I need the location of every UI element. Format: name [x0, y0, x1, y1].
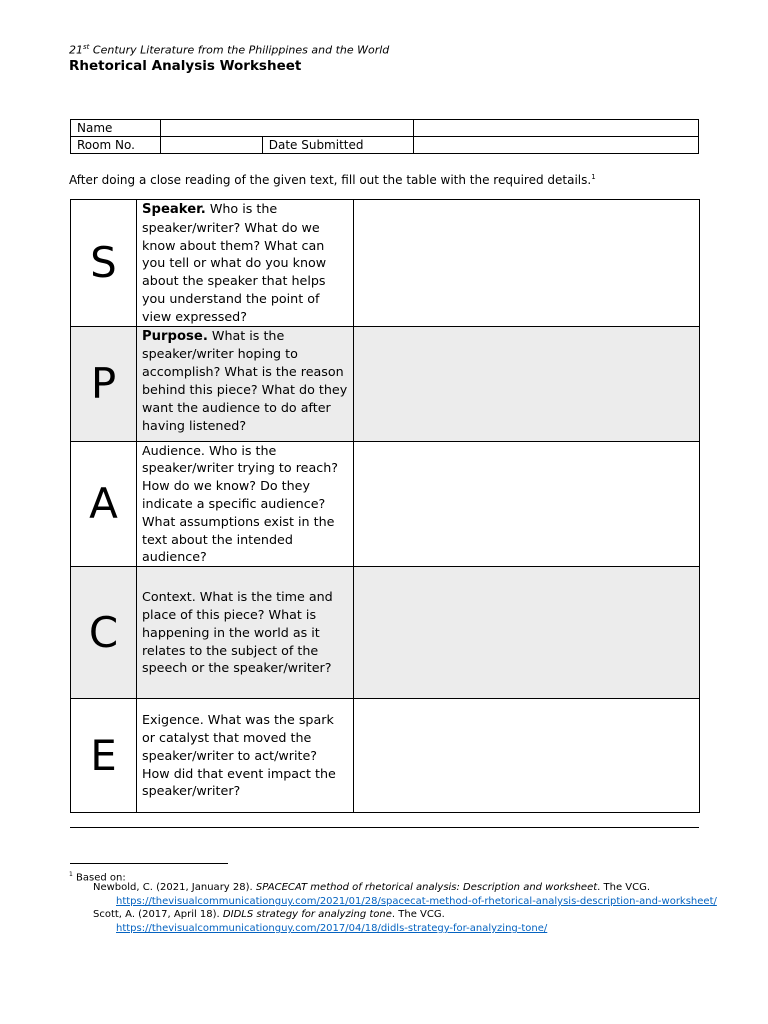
reference-2-authors: Scott, A. (2017, April 18). [93, 909, 223, 920]
course-ordinal: 21 [69, 43, 83, 57]
instructions [69, 173, 596, 187]
name-label: Name [71, 120, 161, 137]
speaker-prompt [137, 200, 354, 327]
letter-e: E [71, 699, 137, 813]
reference-1-link-line [116, 895, 717, 909]
purpose-answer[interactable] [354, 326, 700, 441]
course-ordinal-suffix: st [83, 43, 90, 51]
room-field[interactable] [160, 137, 262, 154]
date-submitted-field[interactable] [413, 137, 698, 154]
spacecat-row-speaker [71, 200, 700, 327]
name-row [71, 120, 699, 137]
reference-2-source: . The VCG. [391, 909, 445, 920]
reference-1 [93, 881, 650, 895]
reference-1-source: . The VCG. [597, 882, 651, 893]
room-label: Room No. [71, 137, 161, 154]
date-submitted-label: Date Submitted [262, 137, 413, 154]
name-extra-cell [413, 120, 698, 137]
footnote-separator [70, 863, 228, 864]
reference-1-title: SPACECAT method of rhetorical analysis: Description and worksheet [255, 882, 598, 893]
audience-prompt: Audience. Who is the speaker/writer trying to reach? How do we know? Do they indicate a specific audience? What assumptions exist in the text about the intended audience? [137, 441, 354, 567]
footnote-based-on: Based on: [72, 872, 126, 884]
footnote-mark: 1 [69, 871, 73, 878]
audience-answer[interactable] [354, 441, 700, 567]
reference-2-link-line [116, 922, 547, 936]
course-title-text: Century Literature from the Philippines and the World [89, 43, 390, 57]
reference-2 [93, 908, 445, 922]
reference-2-link[interactable]: https://thevisualcommunicationguy.com/2017/04/18/didls-strategy-for-analyzing-tone/ [116, 923, 548, 934]
course-name [69, 43, 389, 57]
context-answer[interactable] [354, 567, 700, 699]
reference-1-authors: Newbold, C. (2021, January 28). [93, 882, 256, 893]
spacecat-table [70, 199, 700, 813]
section-divider [70, 827, 699, 828]
letter-p: P [71, 326, 137, 441]
context-prompt: Context. What is the time and place of this piece? What is happening in the world as it relates to the subject of the speech or the speaker/writer? [137, 567, 354, 699]
spacecat-row-audience [71, 441, 700, 567]
instructions-text: After doing a close reading of the given text, fill out the table with the required details. [69, 173, 592, 187]
reference-2-title: DIDLS strategy for analyzing tone [222, 909, 392, 920]
room-date-row [71, 137, 699, 154]
spacecat-row-exigence [71, 699, 700, 813]
purpose-prompt [137, 326, 354, 441]
letter-s: S [71, 200, 137, 327]
letter-a: A [71, 441, 137, 567]
purpose-prompt-text: What is the speaker/writer hoping to accomplish? What is the reason behind this piece? What do they want the audience to do after having listened? [142, 327, 348, 433]
speaker-keyword: Speaker. [142, 202, 206, 217]
speaker-answer[interactable] [354, 200, 700, 327]
spacecat-row-context [71, 567, 700, 699]
speaker-prompt-text: Who is the speaker/writer? What do we know about them? What can you tell or what do you know about the speaker that helps you understand the point of view expressed? [142, 201, 327, 324]
worksheet-title: Rhetorical Analysis Worksheet [69, 58, 302, 74]
exigence-prompt: Exigence. What was the spark or catalyst that moved the speaker/writer to act/write? How did that event impact the speaker/writer? [137, 699, 354, 813]
purpose-keyword: Purpose. [142, 328, 208, 344]
student-info-table [70, 119, 699, 154]
letter-c: C [71, 567, 137, 699]
exigence-answer[interactable] [354, 699, 700, 813]
reference-1-link[interactable]: https://thevisualcommunicationguy.com/2021/01/28/spacecat-method-of-rhetorical-analysis-description-and-worksheet/ [116, 896, 717, 907]
name-field[interactable] [160, 120, 413, 137]
spacecat-row-purpose [71, 326, 700, 441]
footnote-reference[interactable]: 1 [591, 173, 596, 181]
